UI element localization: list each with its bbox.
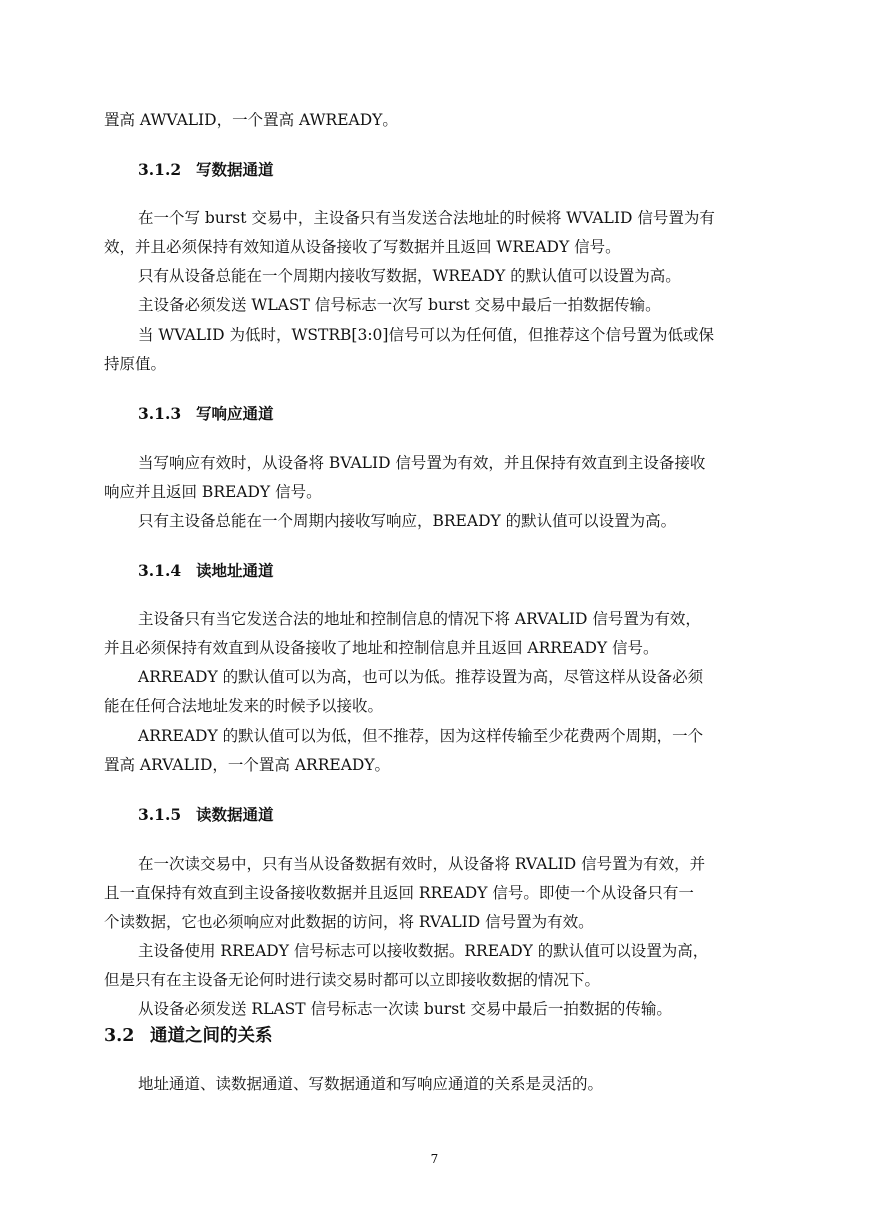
paragraph-line: 但是只有在主设备无论何时进行读交易时都可以立即接收数据的情况下。 xyxy=(104,971,601,989)
section-heading-3-1-4 xyxy=(138,562,274,580)
paragraph-line: 置高 ARVALID，一个置高 ARREADY。 xyxy=(104,756,391,774)
section-number: 3.1.3 xyxy=(138,404,182,423)
section-heading-3-2 xyxy=(104,1026,273,1046)
paragraph-line: 能在任何合法地址发来的时候予以接收。 xyxy=(104,697,384,715)
section-number: 3.1.2 xyxy=(138,160,182,179)
section-number: 3.1.4 xyxy=(138,561,182,580)
page-number: 7 xyxy=(430,1152,439,1166)
section-number: 3.1.5 xyxy=(138,805,182,824)
section-heading-3-1-2 xyxy=(138,161,274,179)
paragraph-line: 主设备必须发送 WLAST 信号标志一次写 burst 交易中最后一拍数据传输。 xyxy=(138,296,661,314)
paragraph-line: 只有从设备总能在一个周期内接收写数据，WREADY 的默认值可以设置为高。 xyxy=(138,267,681,285)
section-heading-3-1-5 xyxy=(138,806,274,824)
paragraph-line: 在一个写 burst 交易中，主设备只有当发送合法地址的时候将 WVALID 信号置为有 xyxy=(138,209,715,227)
paragraph-line: 从设备必须发送 RLAST 信号标志一次读 burst 交易中最后一拍数据的传输。 xyxy=(138,1000,672,1018)
section-title: 写数据通道 xyxy=(196,160,274,179)
section-heading-3-1-3 xyxy=(138,405,274,423)
paragraph-line: 持原值。 xyxy=(104,355,167,373)
paragraph-line: 响应并且返回 BREADY 信号。 xyxy=(104,483,322,501)
paragraph-line: ARREADY 的默认值可以为低，但不推荐，因为这样传输至少花费两个周期，一个 xyxy=(138,727,704,745)
paragraph-line: 效，并且必须保持有效知道从设备接收了写数据并且返回 WREADY 信号。 xyxy=(104,238,621,256)
paragraph-line: 且一直保持有效直到主设备接收数据并且返回 RREADY 信号。即使一个从设备只有一 xyxy=(104,884,694,902)
section-number: 3.2 xyxy=(104,1026,135,1046)
paragraph-line: 并且必须保持有效直到从设备接收了地址和控制信息并且返回 ARREADY 信号。 xyxy=(104,639,659,657)
paragraph-line: 在一次读交易中，只有当从设备数据有效时，从设备将 RVALID 信号置为有效，并 xyxy=(138,855,706,873)
paragraph-line: 只有主设备总能在一个周期内接收写响应，BREADY 的默认值可以设置为高。 xyxy=(138,512,677,530)
section-title: 读地址通道 xyxy=(196,561,274,580)
paragraph-line: 主设备使用 RREADY 信号标志可以接收数据。RREADY 的默认值可以设置为高， xyxy=(138,942,709,960)
paragraph-line: 主设备只有当它发送合法的地址和控制信息的情况下将 ARVALID 信号置为有效， xyxy=(138,610,701,628)
section-title: 读数据通道 xyxy=(196,805,274,824)
paragraph-line: 个读数据，它也必须响应对此数据的访问，将 RVALID 信号置为有效。 xyxy=(104,913,594,931)
section-title: 写响应通道 xyxy=(196,404,274,423)
paragraph-line: 置高 AWVALID，一个置高 AWREADY。 xyxy=(104,111,398,129)
section-title: 通道之间的关系 xyxy=(150,1026,273,1046)
paragraph-line: ARREADY 的默认值可以为高，也可以为低。推荐设置为高，尽管这样从设备必须 xyxy=(138,668,704,686)
paragraph-line: 地址通道、读数据通道、写数据通道和写响应通道的关系是灵活的。 xyxy=(138,1075,604,1093)
paragraph-line: 当 WVALID 为低时，WSTRB[3:0]信号可以为任何值，但推荐这个信号置为低或保 xyxy=(138,326,714,344)
paragraph-line: 当写响应有效时，从设备将 BVALID 信号置为有效，并且保持有效直到主设备接收 xyxy=(138,454,706,472)
